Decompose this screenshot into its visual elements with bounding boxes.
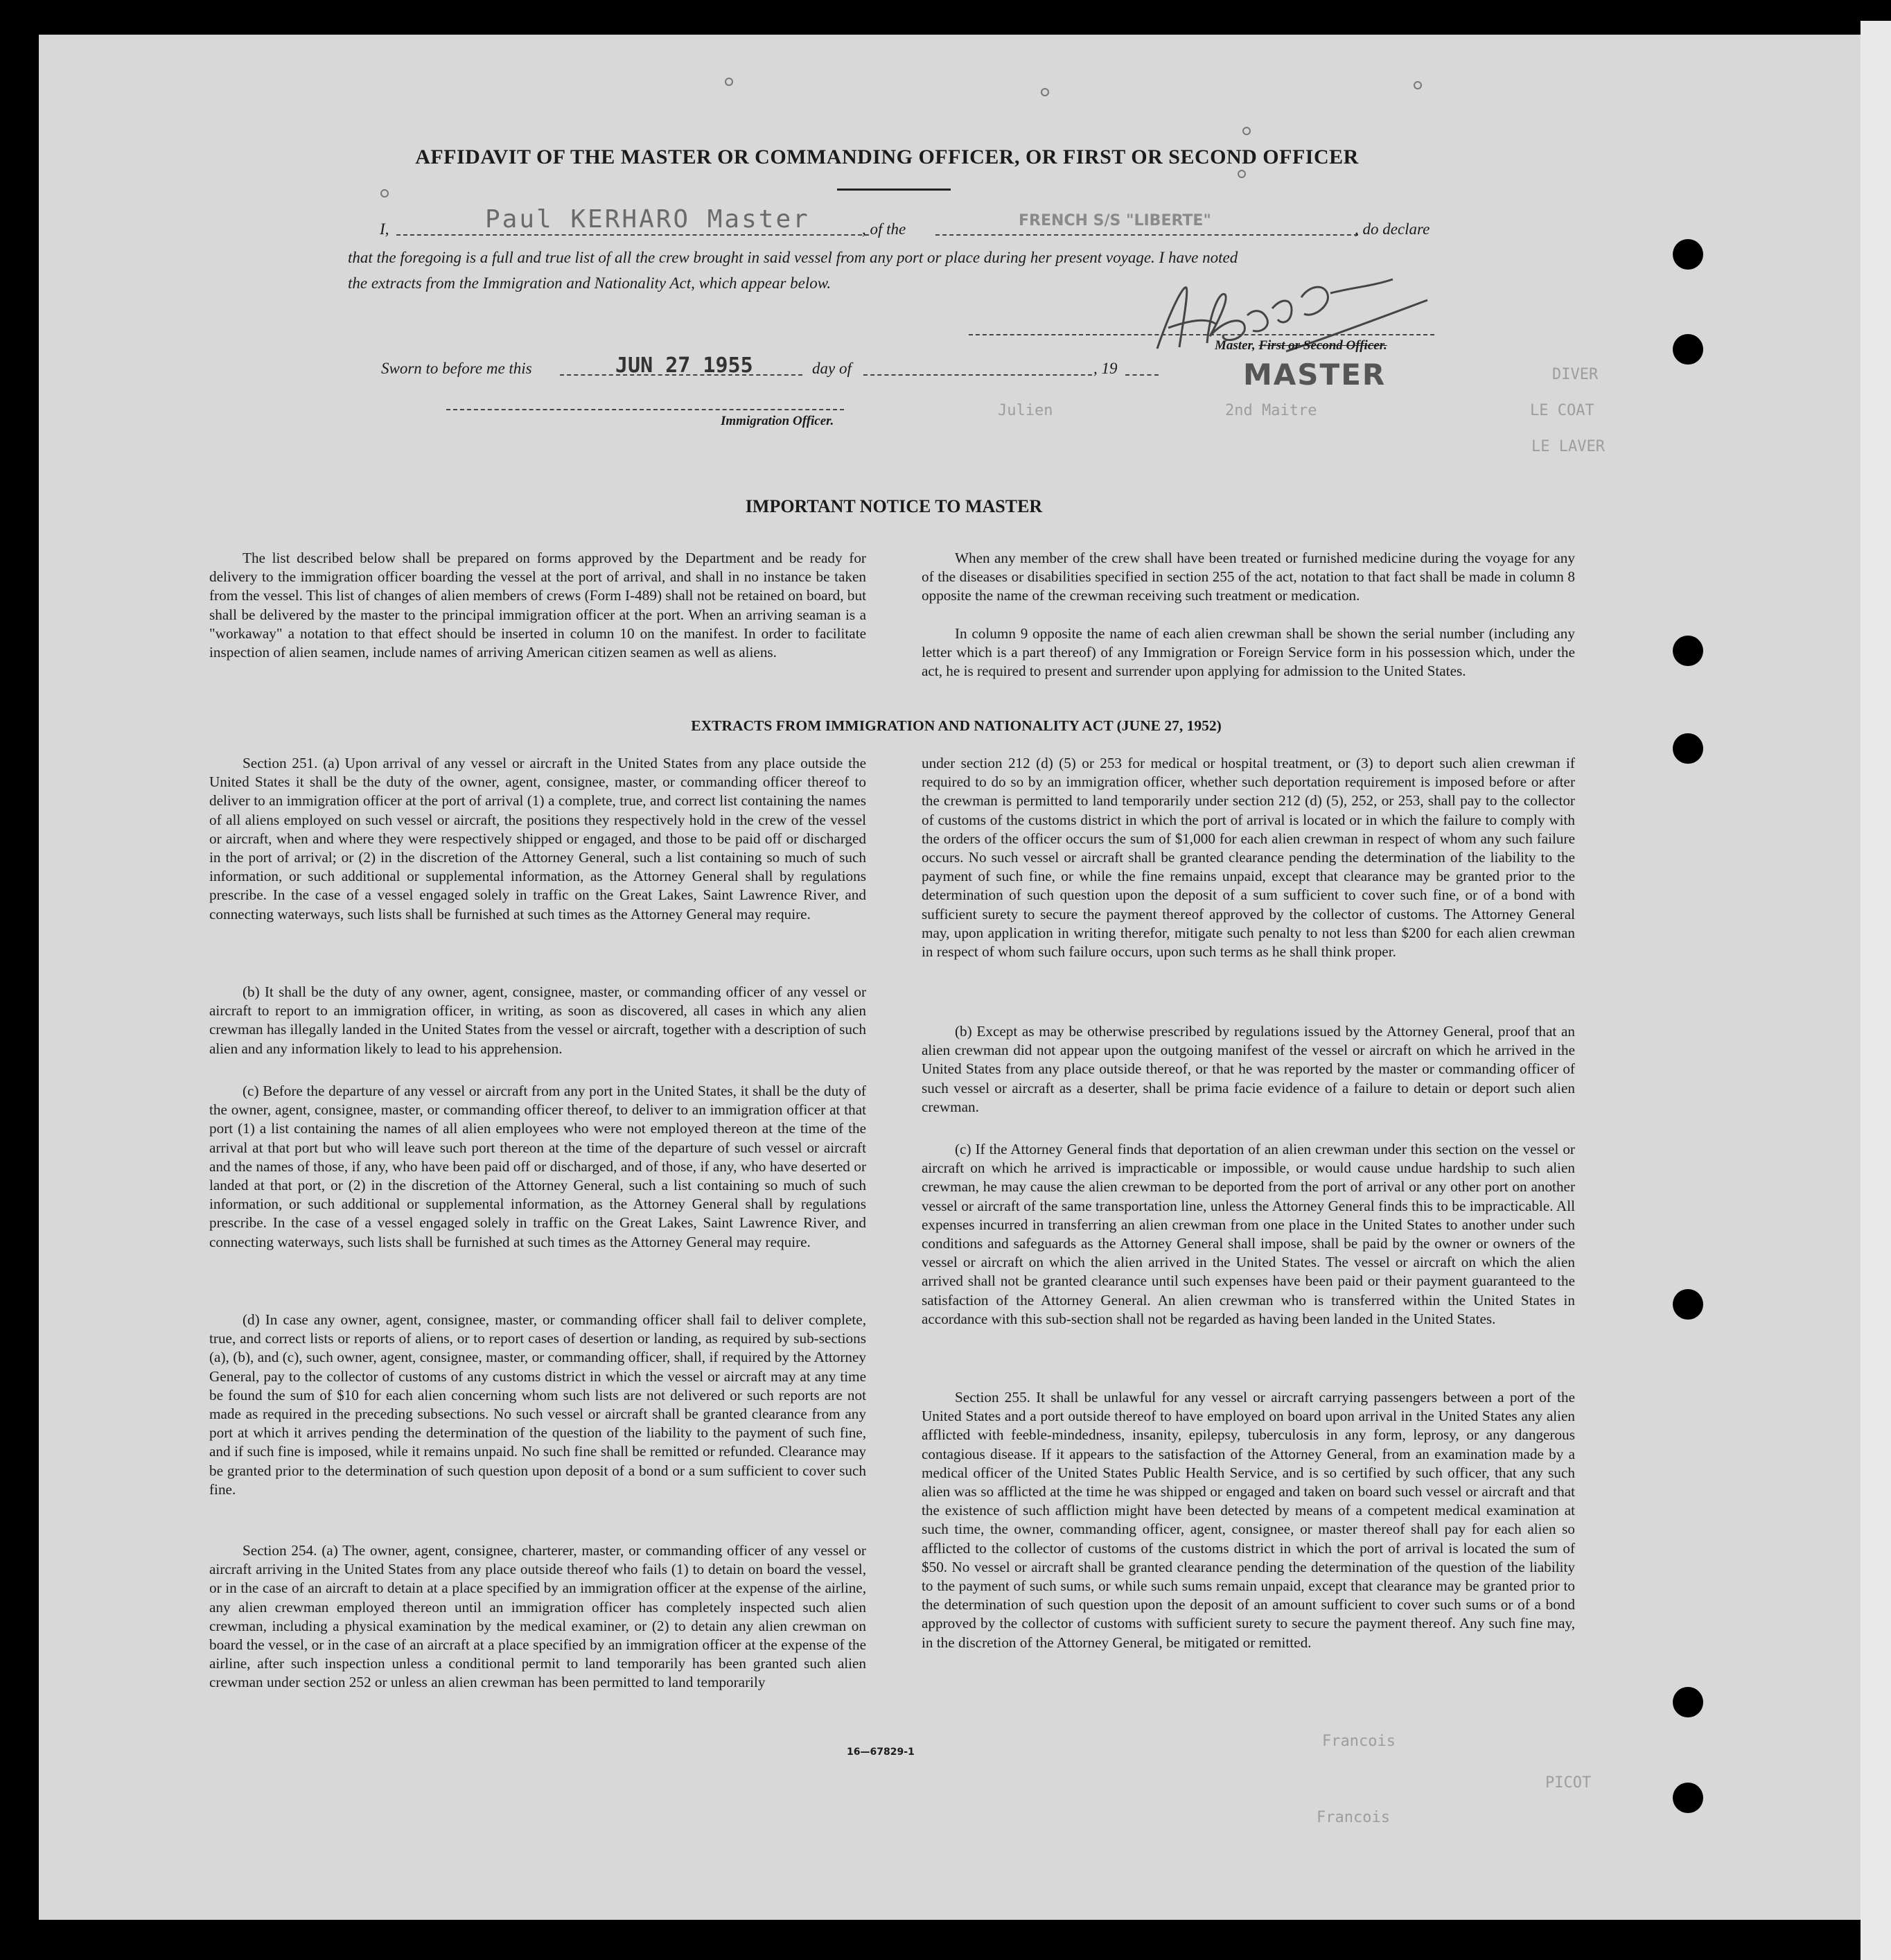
section-251-b: (b) It shall be the duty of any owner, agent, consignee, master, or commanding officer of any vessel or aircraft to report to an immigration officer, in writing, as soon as discovered, all cases in which any alien crewman has illegally landed in the United States from the vessel or aircraft, together with a description of such alien and any information likely to lead to his apprehension.	[209, 983, 866, 1057]
bleed-through-text: 2nd Maitre	[1225, 402, 1317, 419]
declaration-suffix: , do declare	[1355, 220, 1430, 238]
month-field-line	[863, 374, 1092, 376]
immigration-officer-line	[446, 409, 844, 410]
scan-mark	[1414, 81, 1422, 89]
section-251-c: (c) Before the departure of any vessel or aircraft from any port in the United States, it shall be the duty of the owner, agent, consignee, master, or commanding officer thereof, to deliver to an immigration officer at that port (1) a list containing the names of all alien employees who were not employed thereon at the time of the arrival at that port but who will leave such port thereon at the time of the departure of such vessel or aircraft and the names of those, if any, who have been paid off or discharged, and of those, if any, who have deserted or landed at that port, or (2) in the discretion of the Attorney General, such a list containing so much of such information, or such additional or supplemental information, as the Attorney General shall by regulations prescribe. In the case of a vessel engaged solely in traffic on the Great Lakes, Saint Lawrence River, and connecting waterways, such lists shall be furnished at such times as the Attorney General may require.	[209, 1083, 866, 1250]
sworn-year-prefix: , 19	[1093, 360, 1118, 377]
title-rule	[837, 189, 951, 191]
bleed-through-text: Francois	[1317, 1809, 1390, 1826]
declaration-text-line1: that the foregoing is a full and true list of all the crew brought in said vessel from any port or place during her present voyage. I have noted	[348, 249, 1238, 266]
page-edge	[1861, 21, 1891, 1960]
bleed-through-text: DIVER	[1552, 366, 1599, 383]
scan-mark	[1041, 88, 1049, 96]
scan-mark	[380, 189, 389, 198]
notice-title: IMPORTANT NOTICE TO MASTER	[745, 496, 1043, 516]
scan-mark	[1238, 170, 1246, 178]
binder-hole	[1673, 636, 1703, 666]
binder-hole	[1673, 239, 1703, 270]
section-254-c: (c) If the Attorney General finds that deportation of an alien crewman under this section on the vessel or aircraft on which he arrived is impracticable or impossible, or would cause undue hardship to such alien crewman, he may cause the alien crewman to be deported from the port of arrival or any other port on another vessel or aircraft of the same transportation line, unless the Attorney General finds this to be impracticable. All expenses incurred in transferring an alien crewman from one place in the United States to another under such conditions and safeguards as the Attorney General shall impose, shall be paid by the owner or owners of the vessel or aircraft on which the alien arrived in the United States. The vessel or aircraft on which the alien arrived shall not be granted clearance until such expenses have been paid or their payment guaranteed to the satisfaction of the Attorney General. An alien crewman who is transferred within the United States in accordance with this sub-section shall not be regarded as having been landed in the United States.	[922, 1141, 1575, 1327]
section-254-a: Section 254. (a) The owner, agent, consignee, charterer, master, or commanding officer of any vessel or aircraft arriving in the United States from any place outside thereof who fails (1) to detain on board the vessel, or in the case of an aircraft to detain at a place specified by an immigration officer at the expense of the airline, any alien crewman employed thereon until an immigration officer has completely inspected such alien crewman, including a physical examination by the medical examiner, or (2) to detain any alien crewman on board the vessel, or in the case of an aircraft at a place specified by an immigration officer at the expense of the airline, after such inspection unless a conditional permit to land temporarily has been granted such alien crewman under section 252 or unless an alien crewman has been permitted to land temporarily	[209, 1542, 866, 1691]
declaration-prefix: I,	[380, 220, 389, 238]
bleed-through-text: Francois	[1322, 1733, 1396, 1750]
form-number: 16—67829-1	[847, 1747, 915, 1758]
master-stamp: MASTER	[1243, 358, 1387, 392]
form-title: AFFIDAVIT OF THE MASTER OR COMMANDING OFFICER, OR FIRST OR SECOND OFFICER	[415, 146, 1359, 168]
vessel-name-field[interactable]: FRENCH S/S "LIBERTE"	[1019, 212, 1211, 229]
year-field-line	[1125, 374, 1159, 376]
bleed-through-text: PICOT	[1545, 1774, 1592, 1792]
name-field-line	[396, 234, 869, 236]
declaration-of-the: , of the	[862, 220, 906, 238]
section-251-d: (d) In case any owner, agent, consignee, master, or commanding officer shall fail to deliver complete, true, and correct lists or reports of aliens, or to report cases of desertion or landing, as required by sub-sections (a), (b), and (c), such owner, agent, consignee, master, or commanding officer, shall, if required by the Attorney General, pay to the collector of customs of any customs district in which the vessel or aircraft may at any time be found the sum of $10 for each alien concerning whom such lists are not delivered or such reports are not made as required in the preceding subsections. No such vessel or aircraft shall be granted clearance from any port at which it arrives pending the determination of the question of the liability to the payment of such fine, and if such fine is imposed, while it remains unpaid. No such fine shall be remitted or refunded. Clearance may be granted prior to the determination of such question upon deposit of a bond or a sum sufficient to cover such fine.	[209, 1311, 866, 1498]
section-251-a: Section 251. (a) Upon arrival of any vessel or aircraft in the United States from any place outside the United States it shall be the duty of the owner, agent, consignee, master, or commanding officer thereof to deliver to an immigration officer at the port of arrival (1) a complete, true, and correct list containing the names of all aliens employed on such vessel or aircraft, the positions they respectively hold in the crew of the vessel or aircraft, when and where they were respectively shipped or engaged, and those to be paid off or discharged in the port of arrival; or (2) in the discretion of the Attorney General, such a list containing so much of such information, or such additional or supplemental information, as the Attorney General shall by regulations prescribe. In the case of a vessel engaged solely in traffic on the Great Lakes, Saint Lawrence River, and connecting waterways, such lists shall be furnished at such times as the Attorney General may require.	[209, 755, 866, 922]
bleed-through-text: Julien	[998, 402, 1053, 419]
notice-left-paragraph: The list described below shall be prepared on forms approved by the Department and be ready for delivery to the immigration officer boarding the vessel at the port of arrival, and shall in no instance be taken from the vessel. This list of changes of alien members of crews (Form I-489) shall not be retained on board, but shall be delivered by the master to the principal immigration officer at the port. When an arriving seaman is a "workaway" a notation to that effect should be inserted in column 10 on the manifest. In order to facilitate inspection of alien seamen, include names of arriving American citizen seamen as well as aliens.	[209, 550, 866, 661]
signature-caption	[1215, 338, 1387, 353]
binder-hole	[1673, 334, 1703, 365]
immigration-officer-caption: Immigration Officer.	[721, 414, 834, 428]
scan-mark	[725, 78, 733, 86]
binder-hole	[1673, 1783, 1703, 1813]
bleed-through-text: LE LAVER	[1531, 438, 1605, 455]
binder-hole	[1673, 1289, 1703, 1320]
declaration-text-line2: the extracts from the Immigration and Nationality Act, which appear below.	[348, 274, 832, 292]
vessel-field-line	[935, 234, 1358, 236]
section-254-a-continued: under section 212 (d) (5) or 253 for medical or hospital treatment, or (3) to deport such alien crewman if required to do so by an immigration officer, whether such deportation requirement is imposed before or after the crewman is permitted to land temporarily under section 212 (d) (5), 252, or 253, shall pay to the collector of customs of the customs district in which the port of arrival is located or in which the failure to comply with the orders of the officer occurs the sum of $1,000 for each alien crewman in respect of whom any such failure occurs. No such vessel or aircraft shall be granted clearance pending the determination of the liability to the payment of such fine, or while the fine remains unpaid, except that clearance may be granted prior to the determination of such question upon the deposit of a sum sufficient to cover such fine, or of a bond with sufficient surety to secure the payment thereof approved by the collector of customs. The Attorney General may, upon application in writing therefor, mitigate such penalty to not less than $200 for each alien crewman in respect of whom such failure occurs, upon such terms as he shall think proper.	[922, 755, 1575, 961]
sworn-day-of: day of	[812, 360, 852, 377]
binder-hole	[1673, 1687, 1703, 1717]
sworn-date-stamp[interactable]: JUN 27 1955	[615, 353, 753, 378]
master-caption: Master,	[1215, 338, 1256, 353]
sworn-label: Sworn to before me this	[381, 360, 532, 377]
extracts-title: EXTRACTS FROM IMMIGRATION AND NATIONALITY ACT (JUNE 27, 1952)	[691, 717, 1222, 734]
struck-officer-caption: First or Second Officer.	[1258, 338, 1387, 353]
notice-right-paragraph-2: In column 9 opposite the name of each alien crewman shall be shown the serial number (including any letter which is a part thereof) of any Immigration or Foreign Service form in his possession which, under the act, he is required to present and surrender upon applying for admission to the United States.	[922, 625, 1575, 680]
binder-hole	[1673, 733, 1703, 764]
bleed-through-text: LE COAT	[1530, 402, 1594, 419]
notice-right-paragraph-1: When any member of the crew shall have been treated or furnished medicine during the voyage for any of the diseases or disabilities specified in section 255 of the act, notation to that fact shall be made in column 8 opposite the name of the crewman receiving such treatment or medication.	[922, 550, 1575, 604]
scan-mark	[1242, 127, 1251, 135]
master-name-field[interactable]: Paul KERHARO Master	[485, 205, 810, 234]
section-255: Section 255. It shall be unlawful for any vessel or aircraft carrying passengers between a port of the United States and a port outside thereof to have employed on board upon arrival in the United States any alien afflicted with feeble-mindedness, insanity, epilepsy, tuberculosis in any form, leprosy, or any dangerous contagious disease. If it appears to the satisfaction of the Attorney General, from an examination made by a medical officer of the United States Public Health Service, and is so certified by such officer, that any such alien was so afflicted at the time he was shipped or engaged and taken on board such vessel or aircraft and that the existence of such affliction might have been detected by means of a competent medical examination at such time, the owner, commanding officer, agent, consignee, or master thereof shall pay for each alien so afflicted to the collector of customs of the customs district in which the port of arrival is located the sum of $50. No vessel or aircraft shall be granted clearance pending the determination of the question of the liability to the payment of such sums, or while such sums remain unpaid, except that clearance may be granted prior to the determination of such question upon the deposit of an amount sufficient to cover such sums or of a bond approved by the collector of customs with sufficient surety to secure the payment thereof. Any such fine may, in the discretion of the Attorney General, be mitigated or remitted.	[922, 1389, 1575, 1651]
section-254-b: (b) Except as may be otherwise prescribed by regulations issued by the Attorney General, proof that an alien crewman did not appear upon the outgoing manifest of the vessel or aircraft on which he arrived in the United States from any place outside thereof, or that he was reported by the master or commanding officer of such vessel or aircraft as a deserter, shall be prima facie evidence of a failure to detain or deport such alien crewman.	[922, 1023, 1575, 1115]
